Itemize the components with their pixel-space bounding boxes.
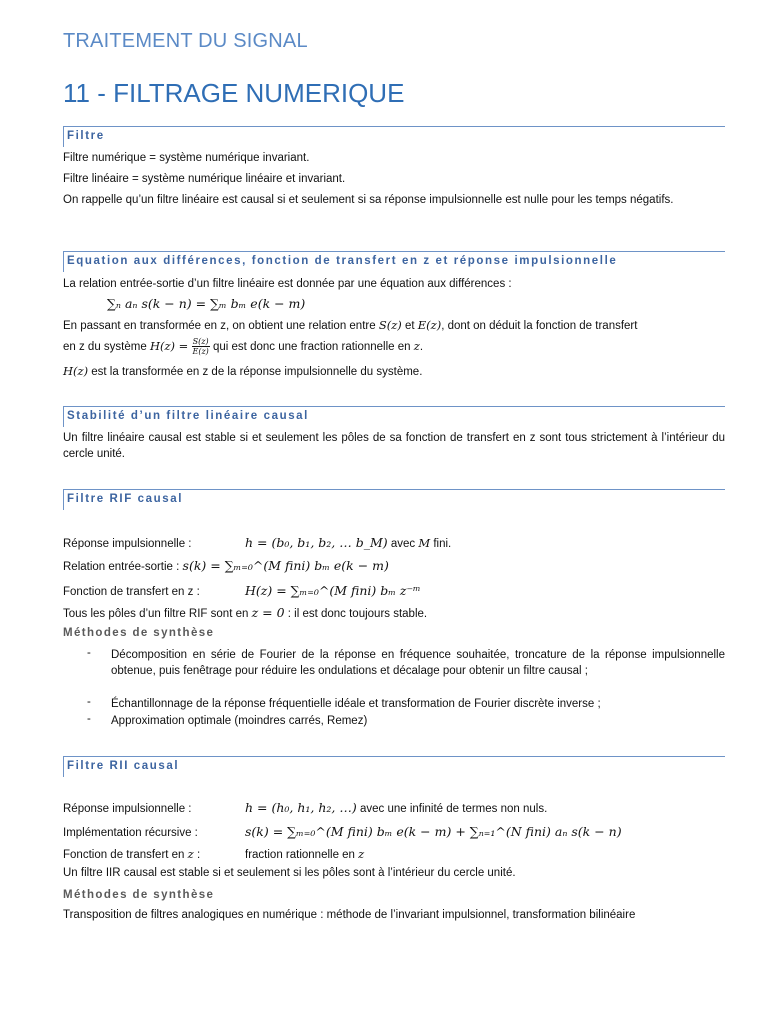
text: : il est donc toujours stable.	[287, 608, 428, 620]
paragraph: On rappelle qu’un filtre linéaire est causal si et seulement si sa réponse impulsionnelle est nulle pour les temps négatifs.	[63, 194, 674, 206]
section-heading: Filtre RIF causal	[63, 489, 725, 510]
list-item: Échantillonnage de la réponse fréquentielle idéale et transformation de Fourier discrète inverse ;	[111, 698, 601, 710]
text: Fonction de transfert en	[63, 849, 185, 861]
rif-transfer-function-math: H(z) = ∑ₘ₌₀^(M fini) bₘ z⁻ᵐ	[245, 583, 421, 598]
math-z-equals-zero: z = 0	[251, 605, 285, 620]
rif-impulse-response-row	[63, 535, 451, 550]
text: En passant en transformée en z, on obtient une relation entre	[63, 320, 376, 332]
subsection-heading: Méthodes de synthèse	[63, 889, 215, 901]
rii-recursive-row	[63, 824, 622, 839]
paragraph	[63, 317, 637, 334]
rif-input-output-math: s(k) = ∑ₘ₌₀^(M fini) bₘ e(k − m)	[182, 558, 389, 573]
rii-stability-row: Un filtre IIR causal est stable si et seulement si les pôles sont à l’intérieur du cercle unité.	[63, 867, 516, 879]
section-heading: Filtre	[63, 126, 725, 147]
row-label	[63, 847, 245, 861]
difference-equation: ∑ₙ aₙ s(k − n) = ∑ₘ bₘ e(k − m)	[107, 296, 306, 311]
document-title: TRAITEMENT DU SIGNAL	[63, 30, 308, 52]
math-h-of-z: H(z) =	[149, 339, 189, 353]
fraction-numerator: S(z)	[192, 337, 209, 347]
row-label: Réponse impulsionnelle :	[63, 803, 192, 815]
section-heading: Filtre RII causal	[63, 756, 725, 777]
text: fini.	[433, 538, 452, 550]
rii-recursive-math: s(k) = ∑ₘ₌₀^(M fini) bₘ e(k − m) + ∑ₙ₌₁^(N fini) aₙ s(k − n)	[245, 824, 622, 839]
chapter-title: 11 - FILTRAGE NUMERIQUE	[63, 78, 405, 108]
math-M: M	[418, 536, 431, 550]
math-z: z	[413, 339, 420, 353]
math-e-of-z: E(z)	[417, 318, 442, 332]
rii-impulse-response-row	[63, 800, 547, 815]
paragraph: Filtre numérique = système numérique invariant.	[63, 152, 310, 164]
bullet-dash: -	[87, 696, 91, 708]
rii-impulse-response-math: h = (h₀, h₁, h₂, …)	[245, 800, 357, 815]
list-item: Approximation optimale (moindres carrés, Remez)	[111, 715, 368, 727]
paragraph	[63, 363, 422, 380]
bullet-dash: -	[87, 713, 91, 725]
rii-transfer-function-row	[63, 847, 364, 861]
math-z: z	[358, 847, 365, 861]
math-h-of-z: H(z)	[63, 364, 89, 378]
rif-impulse-response-math: h = (b₀, b₁, b₂, … b_M)	[245, 535, 388, 550]
transfer-function-fraction	[192, 337, 210, 356]
rif-stability-row	[63, 605, 427, 620]
text: qui est donc une fraction rationnelle en	[213, 341, 411, 353]
text: en z du système	[63, 341, 147, 353]
section-heading: Stabilité d’un filtre linéaire causal	[63, 406, 725, 427]
subsection-heading: Méthodes de synthèse	[63, 627, 215, 639]
paragraph: La relation entrée-sortie d’un filtre linéaire est donnée par une équation aux différences :	[63, 278, 512, 290]
section-filtre-rif	[63, 489, 725, 727]
row-label: Réponse impulsionnelle :	[63, 538, 192, 550]
text: :	[196, 849, 201, 861]
rif-transfer-function-row	[63, 583, 421, 598]
text: , dont on déduit la fonction de transfert	[441, 320, 638, 332]
text: avec une infinité de termes non nuls.	[359, 803, 548, 815]
paragraph: en z du système H(z) = $\frac{S(z)}{E(z)}$ qui est donc une fraction rationnelle en z.	[63, 337, 424, 357]
text: fraction rationnelle en	[245, 849, 355, 861]
rif-input-output-row	[63, 558, 389, 573]
list-item: Décomposition en série de Fourier de la réponse en fréquence souhaitée, troncature de la réponse impulsionnelle obtenue, puis fenêtrage pour réduire les ondulations et décalage pour obtenir un filtre causal ;	[111, 649, 725, 677]
section-heading: Equation aux différences, fonction de transfert en z et réponse impulsionnelle	[63, 251, 725, 272]
section-stabilite	[63, 406, 725, 460]
math-z: z	[187, 847, 194, 861]
section-filtre	[63, 126, 725, 206]
text: avec	[390, 538, 416, 550]
rii-synthesis-text: Transposition de filtres analogiques en numérique : méthode de l’invariant impulsionnel, transformation bilinéaire	[63, 909, 636, 921]
paragraph: Un filtre linéaire causal est stable si et seulement les pôles de sa fonction de transfert en z sont tous strictement à l’intérieur du cercle unité.	[63, 432, 725, 460]
row-label: Relation entrée-sortie :	[63, 561, 180, 573]
paragraph: Filtre linéaire = système numérique linéaire et invariant.	[63, 173, 346, 185]
row-label: Fonction de transfert en z :	[63, 586, 200, 598]
math-s-of-z: S(z)	[378, 318, 402, 332]
text: et	[404, 320, 415, 332]
section-equation-aux-differences	[63, 251, 725, 378]
fraction-denominator: E(z)	[192, 347, 209, 357]
text: est la transformée en z de la réponse impulsionnelle du système.	[91, 366, 423, 378]
text: Tous les pôles d’un filtre RIF sont en	[63, 608, 249, 620]
bullet-dash: -	[87, 647, 91, 659]
section-filtre-rii	[63, 756, 725, 921]
row-label: Implémentation récursive :	[63, 827, 198, 839]
